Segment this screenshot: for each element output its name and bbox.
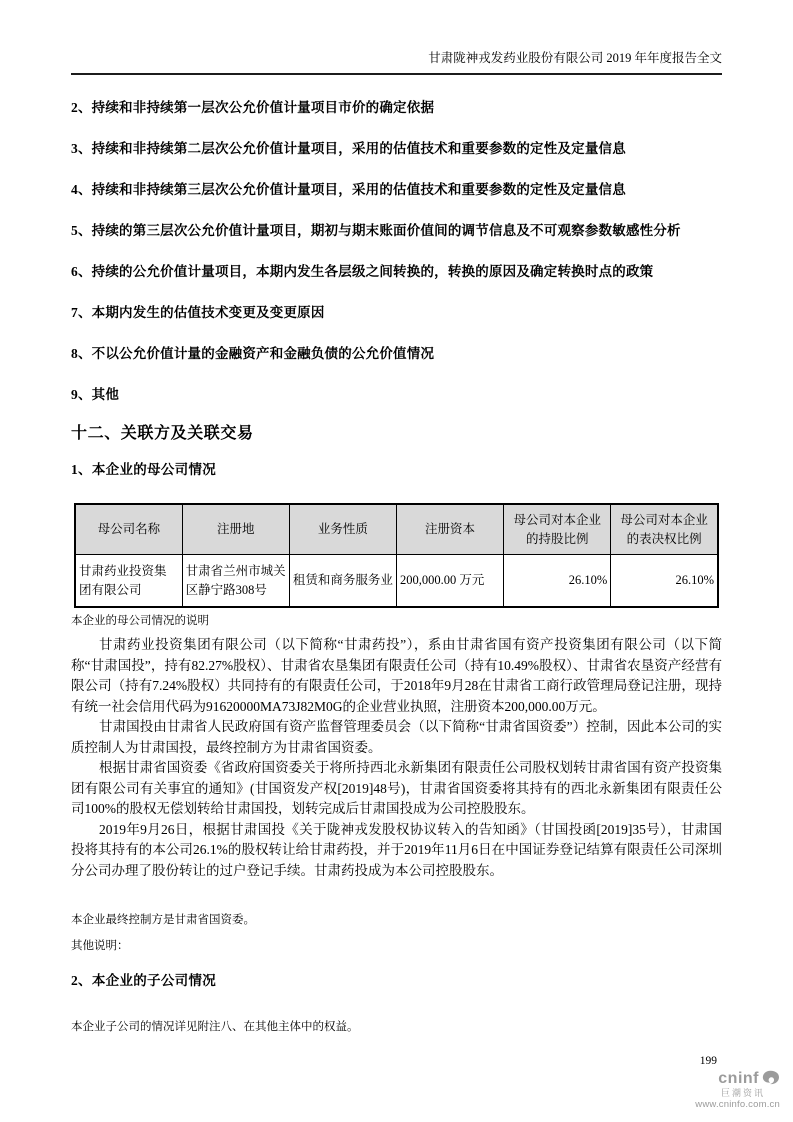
- table-header-row: [75, 504, 718, 555]
- cell-registered-place: 甘肃省兰州市城关区静宁路308号: [182, 555, 289, 608]
- header-title: 甘肃陇神戎发药业股份有限公司 2019 年年度报告全文: [428, 51, 722, 65]
- cell-parent-name: 甘肃药业投资集团有限公司: [75, 555, 182, 608]
- section-title-related-parties: 十二、关联方及关联交易: [71, 425, 254, 442]
- page-header: [71, 0, 722, 75]
- col-header-registered-place: 注册地: [182, 504, 289, 555]
- table-note-label: 本企业的母公司情况的说明: [71, 615, 209, 627]
- cninfo-swirl-icon: [761, 1070, 780, 1087]
- list-item-fair-value-3: 3、持续和非持续第二层次公允价值计量项目，采用的估值技术和重要参数的定性及定量信息: [71, 141, 626, 156]
- page-number: 199: [699, 1055, 717, 1067]
- parent-company-table: [74, 503, 719, 608]
- subsidiary-note: 本企业子公司的情况详见附注八、在其他主体中的权益。: [71, 1021, 359, 1033]
- paragraph-share-transfer-2019: 2019年9月26日，根据甘肃国投《关于陇神戎发股权协议转入的告知函》（甘国投函[2019]35号），甘肃国投将其持有的本公司26.1%的股权转让给甘肃药投，并于2019年11月6日在中国证券登记结算有限责任公司深圳分公司办理了股份转让的过户登记手续。甘肃药投成为本公司控股股东。: [71, 821, 722, 878]
- paragraph-equity-transfer-notice: 根据甘肃省国资委《省政府国资委关于将所持西北永新集团有限责任公司股权划转甘肃省国有资产投资集团有限公司有关事宜的通知》(甘国资发产权[2019]48号)，甘肃省国资委将其持有的西北永新集团有限责任公司100%的股权无偿划转给甘肃国投，划转完成后甘肃国投成为公司控股股东。: [71, 760, 722, 816]
- list-item-fair-value-7: 7、本期内发生的估值技术变更及变更原因: [71, 305, 325, 320]
- cell-shareholding-ratio: 26.10%: [504, 555, 611, 608]
- heading-parent-company: 1、本企业的母公司情况: [71, 462, 217, 477]
- cell-registered-capital: 200,000.00 万元: [396, 555, 503, 608]
- col-header-parent-name: 母公司名称: [75, 504, 182, 555]
- col-header-shareholding-ratio: 母公司对本企业的持股比例: [504, 504, 611, 555]
- col-header-voting-ratio: 母公司对本企业的表决权比例: [611, 504, 718, 555]
- cninfo-logo-url: www.cninfo.com.cn: [695, 1098, 780, 1110]
- list-item-fair-value-4: 4、持续和非持续第三层次公允价值计量项目，采用的估值技术和重要参数的定性及定量信息: [71, 182, 626, 197]
- paragraph-parent-company-intro: 甘肃药业投资集团有限公司（以下简称“甘肃药投”），系由甘肃省国有资产投资集团有限公司（以下简称“甘肃国投”，持有82.27%股权）、甘肃省农垦集团有限责任公司（持有10.49%股权）、甘肃省农垦资产经营有限公司（持有7.24%股权）共同持有的有限责任公司，于2018年9月28在甘肃省工商行政管理局登记注册，现持有统一社会信用代码为91620000MA73J82M0G的企业营业执照，注册资本200,000.00万元。: [71, 637, 722, 714]
- other-note-label: 其他说明：: [71, 940, 129, 952]
- final-controller-note: 本企业最终控制方是甘肃省国资委。: [71, 914, 255, 926]
- cninfo-logo: [695, 1070, 780, 1110]
- list-item-fair-value-2: 2、持续和非持续第一层次公允价值计量项目市价的确定依据: [71, 100, 435, 115]
- list-item-fair-value-6: 6、持续的公允价值计量项目，本期内发生各层级之间转换的，转换的原因及确定转换时点的政策: [71, 264, 654, 279]
- cninfo-logo-text: cninf: [718, 1070, 759, 1088]
- list-item-fair-value-9: 9、其他: [71, 387, 120, 402]
- col-header-registered-capital: 注册资本: [396, 504, 503, 555]
- cell-voting-ratio: 26.10%: [611, 555, 718, 608]
- parent-company-description: [71, 635, 722, 881]
- cninfo-logo-row: [695, 1070, 780, 1088]
- heading-subsidiaries: 2、本企业的子公司情况: [71, 973, 217, 988]
- table-row: [75, 555, 718, 608]
- list-item-fair-value-8: 8、不以公允价值计量的金融资产和金融负债的公允价值情况: [71, 346, 435, 361]
- col-header-business-nature: 业务性质: [289, 504, 396, 555]
- list-item-fair-value-5: 5、持续的第三层次公允价值计量项目，期初与期末账面价值间的调节信息及不可观察参数敏感性分析: [71, 223, 681, 238]
- cell-business-nature: 租赁和商务服务业: [289, 555, 396, 608]
- cninfo-logo-chinese: 巨潮资讯: [720, 1087, 765, 1098]
- paragraph-actual-controller: 甘肃国投由甘肃省人民政府国有资产监督管理委员会（以下简称“甘肃省国资委”）控制，因此本公司的实质控制人为甘肃国投，最终控制方为甘肃省国资委。: [71, 719, 722, 755]
